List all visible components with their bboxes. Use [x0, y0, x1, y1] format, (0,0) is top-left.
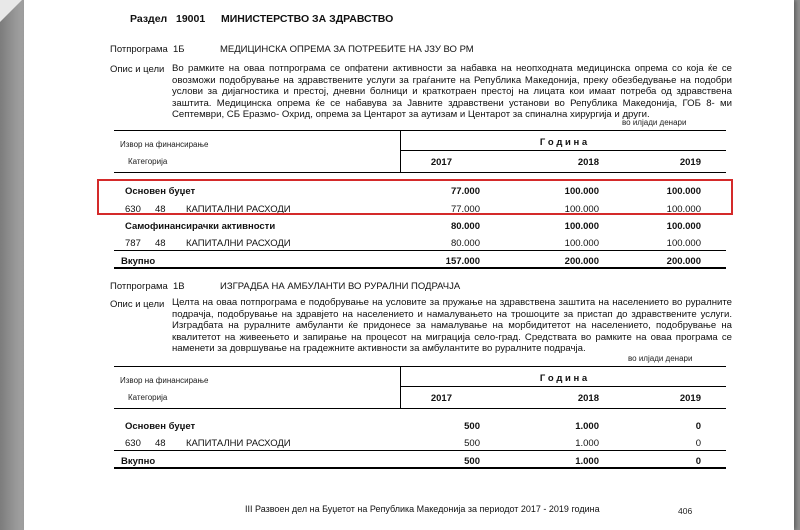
table-1-row-2-name: Самофинансирачки активности — [125, 221, 276, 232]
table-1-row-3-2018: 100.000 — [564, 238, 599, 249]
program-1-title: МЕДИЦИНСКА ОПРЕМА ЗА ПОТРЕБИТЕ НА ЈЗУ ВО РМ — [220, 44, 474, 55]
viewer-right-margin — [794, 0, 800, 530]
table-1-row-0-2018: 100.000 — [564, 186, 599, 197]
table-2-row-0-2017: 500 — [464, 421, 480, 432]
table-1-total-label: Вкупно — [121, 256, 156, 267]
program-1-description: Во рамките на оваа потпрограма се опфатени активности за набавка на неопходната медицинска опрема со која ќе се овозможи подобрување на здравствените услуги за граѓаните на Република Македонија, преку обезбедување на подобри услови за дијагностика и престој, дневни болници и краткотраен престој на лицата кои имаат потреба од здравствена заштита. Медицинска опрема ќе се набавува за Јавните здравствени установи во Република Македонија, ГОБ 8- ми Септември, СБ Еразмо- Охрид, опрема за Центарот за аутизам и Центарот за спинална хирургија и други. — [172, 63, 732, 121]
table-1-row-1-name: КАПИТАЛНИ РАСХОДИ — [186, 204, 291, 215]
table-1-row-2-2018: 100.000 — [564, 221, 599, 232]
table-1-row-0-2019: 100.000 — [666, 186, 701, 197]
table-2-row-0-name: Основен буџет — [125, 421, 196, 432]
table-2-year-2017: 2017 — [430, 393, 452, 404]
table-2-total-2019: 0 — [695, 456, 701, 467]
table-1-total-2019: 200.000 — [666, 256, 701, 267]
table-1-row-0-name: Основен буџет — [125, 186, 196, 197]
page-number: 406 — [678, 506, 693, 516]
page-footer-text: III Развоен дел на Буџетот на Република Македонија за периодот 2017 - 2019 година — [245, 504, 600, 514]
program-2-desc-label: Опис и цели — [110, 299, 165, 310]
table-1-year-2017: 2017 — [430, 157, 452, 168]
table-1-total-2018: 200.000 — [564, 256, 599, 267]
table-1-row-3-name: КАПИТАЛНИ РАСХОДИ — [186, 238, 291, 249]
table-2-row-0-2019: 0 — [695, 421, 701, 432]
table-1-total-2017: 157.000 — [445, 256, 480, 267]
document-page — [24, 0, 794, 530]
viewer-left-margin — [0, 0, 24, 530]
table-2-total-label: Вкупно — [121, 456, 156, 467]
table-2-row-1-cat: 48 — [155, 438, 166, 449]
table-1-year-header: Г о д и н а — [539, 137, 588, 148]
table-2-row-1-2019: 0 — [695, 438, 701, 449]
table-2-year-2019: 2019 — [679, 393, 701, 404]
table-2-total-2017: 500 — [464, 456, 480, 467]
program-1-desc-label: Опис и цели — [110, 64, 165, 75]
program-1-label: Потпрограма — [110, 44, 168, 55]
program-2-code: 1В — [173, 281, 185, 292]
section-title: МИНИСТЕРСТВО ЗА ЗДРАВСТВО — [221, 13, 394, 25]
table-2-row-1-code: 630 — [125, 438, 141, 449]
table-2-year-2018: 2018 — [577, 393, 599, 404]
table-2-category-header: Категорија — [128, 393, 168, 402]
program-2-label: Потпрограма — [110, 281, 168, 292]
table-1-row-0-2017: 77.000 — [450, 186, 480, 197]
program-1-currency-note: во илјади денари — [622, 118, 687, 127]
table-2-row-1-2018: 1.000 — [575, 438, 599, 449]
table-2-year-header: Г о д и н а — [539, 373, 588, 384]
table-1-row-2-2017: 80.000 — [450, 221, 480, 232]
section-label: Раздел — [130, 13, 168, 25]
table-2-row-0-2018: 1.000 — [575, 421, 599, 432]
table-1-row-3-2017: 80.000 — [450, 238, 480, 249]
table-1-row-1-2019: 100.000 — [666, 204, 701, 215]
table-1-row-3-code: 787 — [125, 238, 141, 249]
table-1-source-header: Извор на финансирање — [120, 140, 209, 149]
table-1-row-3-2019: 100.000 — [666, 238, 701, 249]
table-1-row-2-2019: 100.000 — [666, 221, 701, 232]
page-fold-corner — [0, 0, 22, 22]
table-2-source-header: Извор на финансирање — [120, 376, 209, 385]
table-1-category-header: Категорија — [128, 157, 168, 166]
program-2-title: ИЗГРАДБА НА АМБУЛАНТИ ВО РУРАЛНИ ПОДРАЧЈА — [220, 281, 461, 292]
program-1-code: 1Б — [173, 44, 185, 55]
section-code: 19001 — [176, 13, 206, 25]
table-2-row-1-2017: 500 — [464, 438, 480, 449]
table-1-row-1-cat: 48 — [155, 204, 166, 215]
table-1-year-2018: 2018 — [577, 157, 599, 168]
program-2-description: Целта на оваа потпрограма е подобрување на условите за пружање на здравствена заштита на населението во руралните подрачја, подобрување на здравјето на населението и намалувањето на трошоците за пристап до здравствените услуги. Изградбата на руралните амбуланти ќе придонесе за намалување на морбидитетот на населението, подобрување на квалитетот на живеењето и запирање на процесот на миграција село-град. Средствата во рамките на оваа програма се наменети за довршување на градежните активности за амбулантите во руралните подрачја. — [172, 297, 732, 355]
table-1-row-1-2018: 100.000 — [564, 204, 599, 215]
table-1-row-1-code: 630 — [125, 204, 141, 215]
table-1-row-3-cat: 48 — [155, 238, 166, 249]
program-2-currency-note: во илјади денари — [628, 354, 693, 363]
table-2-total-2018: 1.000 — [575, 456, 599, 467]
table-1-row-1-2017: 77.000 — [450, 204, 480, 215]
highlight-box — [97, 179, 733, 215]
table-2-row-1-name: КАПИТАЛНИ РАСХОДИ — [186, 438, 291, 449]
table-1-year-2019: 2019 — [679, 157, 701, 168]
